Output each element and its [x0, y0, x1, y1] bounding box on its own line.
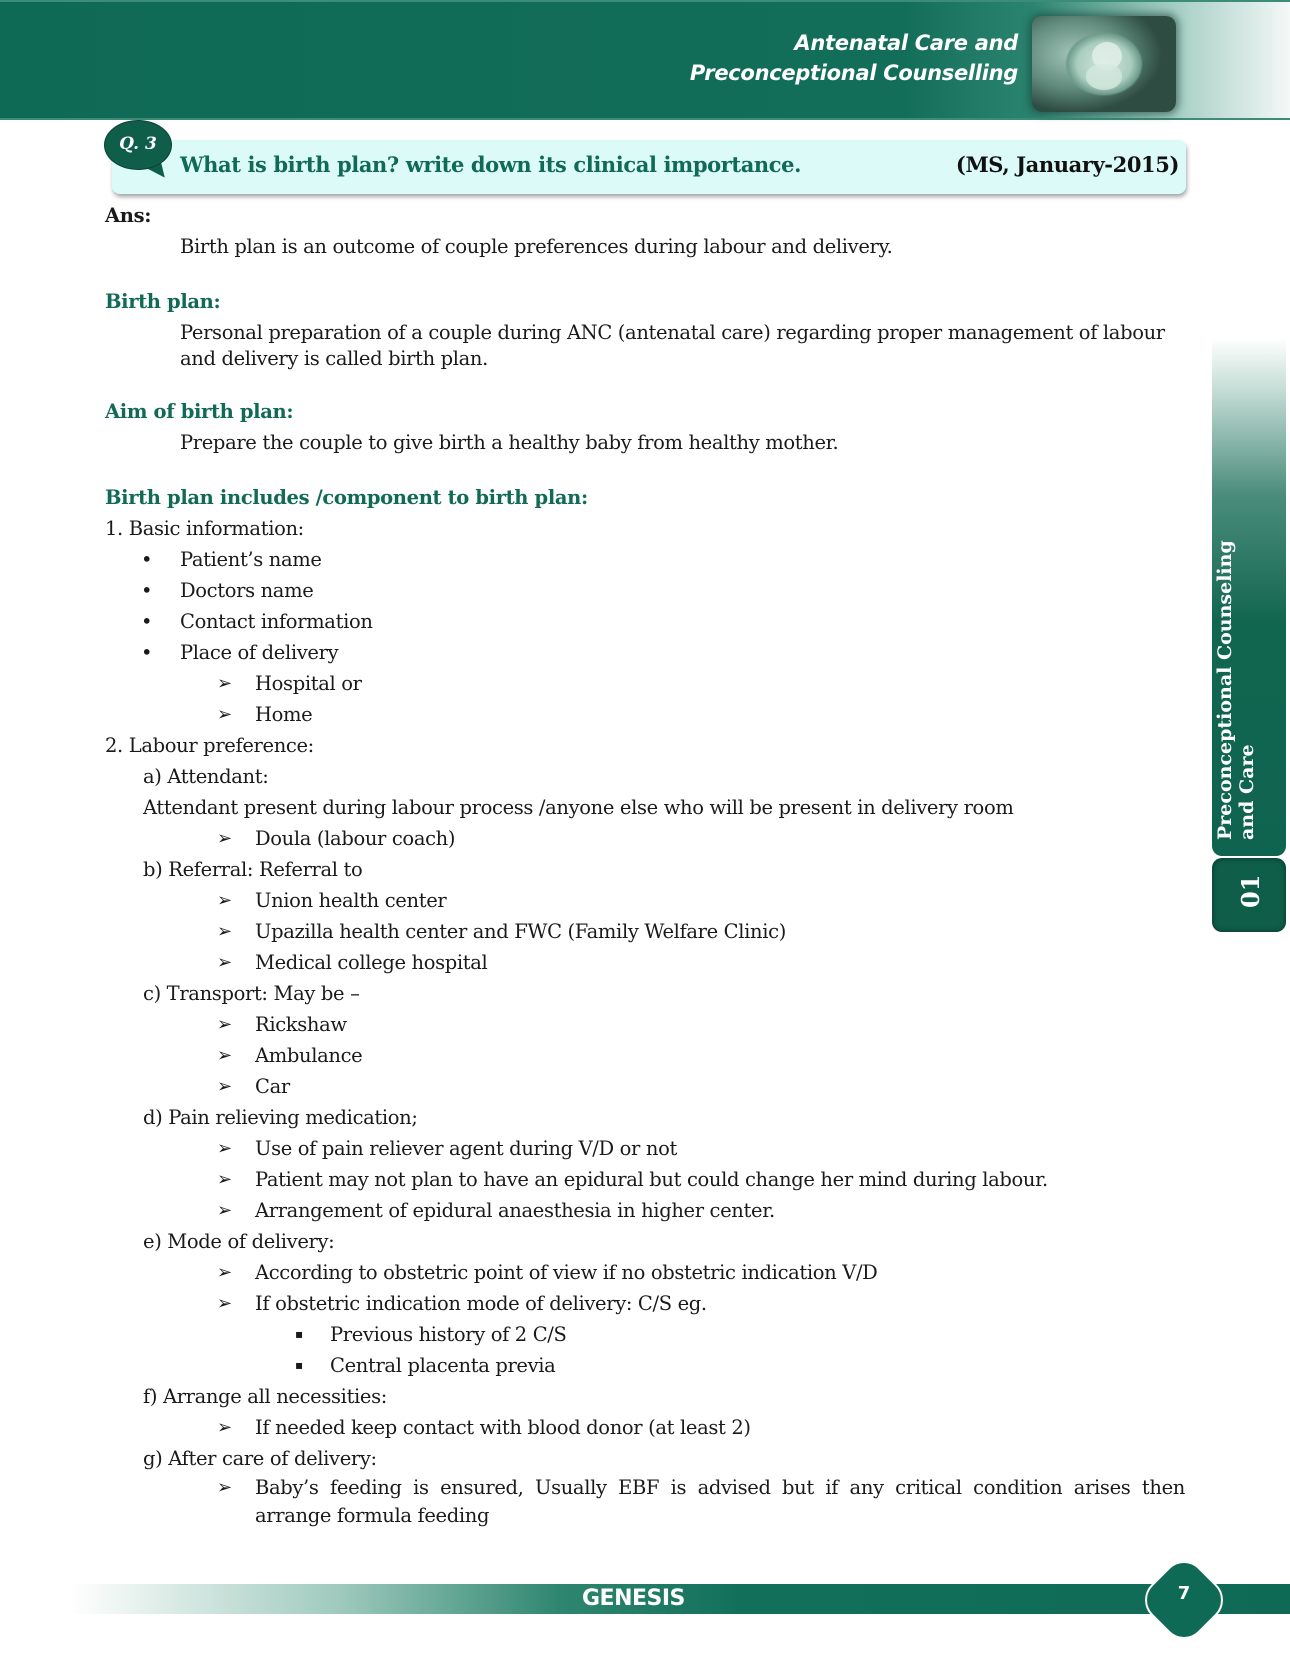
- list-item-text: Union health center: [255, 889, 447, 912]
- section-text-birth-plan: Personal preparation of a couple during ANC (antenatal care) regarding proper management of labour and delivery is called birth plan.: [180, 321, 1165, 370]
- list-item: [105, 1350, 1185, 1381]
- list-item: [105, 606, 1185, 637]
- necessities-title: f) Arrange all necessities:: [143, 1385, 388, 1408]
- list-item-text: Ambulance: [255, 1044, 363, 1067]
- list-item: [105, 1474, 1185, 1530]
- question-source: (MS, January-2015): [955, 152, 1179, 177]
- list-item: [105, 1071, 1185, 1102]
- header-title-line1: Antenatal Care and: [794, 31, 1018, 55]
- arrow-bullet-icon: ➢: [217, 1076, 232, 1097]
- pain-title: d) Pain relieving medication;: [143, 1106, 418, 1129]
- bullet-icon: •: [141, 641, 153, 664]
- arrow-bullet-icon: ➢: [217, 921, 232, 942]
- page-number: 7: [1177, 1583, 1191, 1604]
- list-item-text: Doctors name: [180, 579, 314, 602]
- list-item-text: Place of delivery: [180, 641, 339, 664]
- header-band: [0, 0, 1290, 120]
- list-item: [105, 699, 1185, 730]
- basic-info-title: 1. Basic information:: [105, 517, 304, 540]
- list-item: [105, 1040, 1185, 1071]
- header-title: [690, 28, 1018, 88]
- list-item-text: Contact information: [180, 610, 373, 633]
- answer-intro: Birth plan is an outcome of couple preferences during labour and delivery.: [180, 235, 893, 258]
- list-item-text: Car: [255, 1075, 290, 1098]
- list-item-text: Home: [255, 703, 313, 726]
- list-item-text: If needed keep contact with blood donor (at least 2): [255, 1416, 751, 1439]
- list-item: [105, 544, 1185, 575]
- list-item-text: Rickshaw: [255, 1013, 347, 1036]
- arrow-bullet-icon: ➢: [217, 673, 232, 694]
- list-item-text: Patient’s name: [180, 548, 322, 571]
- list-item: [105, 1009, 1185, 1040]
- arrow-bullet-icon: ➢: [217, 1477, 232, 1498]
- footer-brand: GENESIS: [582, 1586, 685, 1611]
- list-item: [105, 1257, 1185, 1288]
- list-item: [105, 575, 1185, 606]
- attendant-text: Attendant present during labour process /anyone else who will be present in delivery room: [143, 796, 1014, 819]
- arrow-bullet-icon: ➢: [217, 1045, 232, 1066]
- list-item-text: Medical college hospital: [255, 951, 488, 974]
- referral-title: b) Referral: Referral to: [143, 858, 363, 881]
- section-heading-birth-plan: Birth plan:: [105, 290, 221, 313]
- list-item-text: Previous history of 2 C/S: [330, 1323, 567, 1346]
- list-item: [105, 668, 1185, 699]
- aftercare-title: g) After care of delivery:: [143, 1447, 377, 1470]
- list-item: [105, 637, 1185, 668]
- chapter-side-label-line1: [1214, 770, 1236, 840]
- arrow-bullet-icon: ➢: [217, 828, 232, 849]
- answer-label: Ans:: [105, 204, 152, 227]
- list-item-text: If obstetric indication mode of delivery: C/S eg.: [255, 1292, 707, 1315]
- answer-content: [105, 200, 1185, 1530]
- section-heading-aim: Aim of birth plan:: [105, 400, 294, 423]
- list-item-text: Baby’s feeding is ensured, Usually EBF is advised but if any critical condition arises then arrange formula feeding: [255, 1476, 1185, 1527]
- square-bullet-icon: ▪: [295, 1327, 303, 1341]
- list-item-text: Doula (labour coach): [255, 827, 456, 850]
- labour-pref-title: 2. Labour preference:: [105, 734, 314, 757]
- list-item-text: Upazilla health center and FWC (Family Welfare Clinic): [255, 920, 786, 943]
- square-bullet-icon: ▪: [295, 1358, 303, 1372]
- mode-title: e) Mode of delivery:: [143, 1230, 335, 1253]
- section-text-aim: Prepare the couple to give birth a healthy baby from healthy mother.: [180, 431, 839, 454]
- components-heading: Birth plan includes /component to birth plan:: [105, 486, 588, 509]
- list-item-text: Central placenta previa: [330, 1354, 556, 1377]
- fetus-body-shape: [1086, 64, 1122, 90]
- list-item: [105, 1319, 1185, 1350]
- arrow-bullet-icon: ➢: [217, 704, 232, 725]
- arrow-bullet-icon: ➢: [217, 1262, 232, 1283]
- list-item: [105, 1288, 1185, 1319]
- list-item: [105, 916, 1185, 947]
- arrow-bullet-icon: ➢: [217, 1138, 232, 1159]
- chapter-number: 01: [1236, 874, 1265, 908]
- arrow-bullet-icon: ➢: [217, 952, 232, 973]
- chapter-side-label: [1214, 744, 1258, 840]
- arrow-bullet-icon: ➢: [217, 1014, 232, 1035]
- chapter-side-label-line2: and Care: [1236, 744, 1258, 840]
- list-item-text: Patient may not plan to have an epidural but could change her mind during labour.: [255, 1168, 1048, 1191]
- bullet-icon: •: [141, 610, 153, 633]
- question-number-badge: Q. 3: [104, 120, 172, 170]
- list-item: [105, 885, 1185, 916]
- list-item: [105, 947, 1185, 978]
- list-item: [105, 1195, 1185, 1226]
- fetus-image-icon: [1032, 16, 1176, 112]
- list-item-text: Use of pain reliever agent during V/D or not: [255, 1137, 677, 1160]
- arrow-bullet-icon: ➢: [217, 1200, 232, 1221]
- arrow-bullet-icon: ➢: [217, 890, 232, 911]
- arrow-bullet-icon: ➢: [217, 1293, 232, 1314]
- chapter-number-tab: [1212, 858, 1286, 932]
- question-text: What is birth plan? write down its clinical importance.: [180, 152, 802, 177]
- list-item: [105, 1133, 1185, 1164]
- list-item-text: Hospital or: [255, 672, 362, 695]
- list-item: [105, 1164, 1185, 1195]
- list-item-text: Arrangement of epidural anaesthesia in higher center.: [255, 1199, 775, 1222]
- header-title-line2: Preconceptional Counselling: [689, 61, 1018, 85]
- arrow-bullet-icon: ➢: [217, 1169, 232, 1190]
- arrow-bullet-icon: ➢: [217, 1417, 232, 1438]
- transport-title: c) Transport: May be –: [143, 982, 360, 1005]
- bullet-icon: •: [141, 579, 153, 602]
- list-item: [105, 823, 1185, 854]
- list-item-text: According to obstetric point of view if no obstetric indication V/D: [255, 1261, 878, 1284]
- bullet-icon: •: [141, 548, 153, 571]
- list-item: [105, 1412, 1185, 1443]
- attendant-title: a) Attendant:: [143, 765, 269, 788]
